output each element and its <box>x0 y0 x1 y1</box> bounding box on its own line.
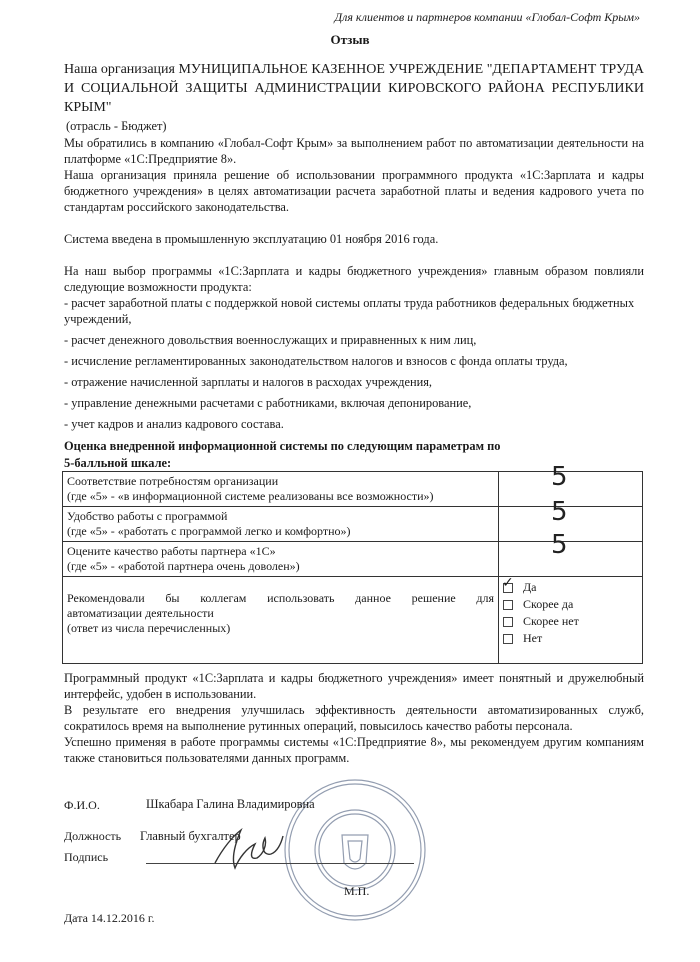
rating-scale-heading: 5-балльной шкале: <box>64 456 172 470</box>
header-note: Для клиентов и партнеров компании «Глобал-Софт Крым» <box>334 10 640 24</box>
checkbox-icon <box>503 600 513 610</box>
rating-criterion-note: (где «5» - «работой партнера очень доволен») <box>67 559 300 573</box>
recommend-note: (ответ из числа перечисленных) <box>67 621 231 635</box>
rating-score: 5 <box>551 530 568 560</box>
option-yes[interactable]: ✓ Да <box>502 575 537 594</box>
rating-score: 5 <box>551 497 568 527</box>
feature-item: - учет кадров и анализ кадрового состава. <box>64 417 284 431</box>
rating-criterion: Соответствие потребностям организации <box>67 474 279 488</box>
feature-item: - расчет заработной платы с поддержкой новой системы оплаты труда работников федеральных бюджетных учреждений, <box>64 296 635 326</box>
signature-icon <box>205 818 295 878</box>
rating-row <box>63 542 643 577</box>
option-no[interactable]: Нет <box>503 630 638 647</box>
organization-paragraph: Наша организация МУНИЦИПАЛЬНОЕ КАЗЕННОЕ УЧРЕЖДЕНИЕ "ДЕПАРТАМЕНТ ТРУДА И СОЦИАЛЬНОЙ ЗАЩИТЫ АДМИНИСТРАЦИИ КИРОВСКОГО РАЙОНА РЕСПУБЛИКИ КРЫМ" <box>64 62 644 115</box>
fio-value: Шкабара Галина Владимировна <box>146 797 315 811</box>
checkbox-checked-icon: ✓ <box>502 575 514 592</box>
feature-item: - управление денежными расчетами с работниками, включая депонирование, <box>64 396 472 410</box>
recommend-options <box>502 575 638 647</box>
checkbox-icon <box>503 634 513 644</box>
option-rather-no[interactable]: Скорее нет <box>503 613 638 630</box>
contact-paragraph: Мы обратились в компанию «Глобал-Софт Крым» за выполнением работ по автоматизации деятельности на платформе «1С:Предприятие 8». <box>64 136 644 166</box>
industry-line: (отрасль - Бюджет) <box>66 119 167 133</box>
rating-criterion-note: (где «5» - «в информационной системе реализованы все возможности») <box>67 489 434 503</box>
rating-criterion: Удобство работы с программой <box>67 509 228 523</box>
position-value: Главный бухгалтер <box>140 829 241 843</box>
feature-item: - расчет денежного довольствия военнослужащих и приравненных к ним лиц, <box>64 333 477 347</box>
rating-criterion: Оцените качество работы партнера «1С» <box>67 544 276 558</box>
position-label: Должность <box>64 829 122 843</box>
fio-label: Ф.И.О. <box>64 798 100 812</box>
signature-label: Подпись <box>64 850 109 864</box>
recommend-paragraph: Успешно применяя в работе программы системы «1С:Предприятие 8», мы рекомендуем другим компаниям также становиться пользователями данных программ. <box>64 735 644 765</box>
feature-item: - отражение начисленной зарплаты и налогов в расходах учреждения, <box>64 375 433 389</box>
decision-paragraph: Наша организация приняла решение об использовании программного продукта «1С:Зарплата и кадры бюджетного учреждения» в целях автоматизации расчета заработной платы и ведения кадрового учета по стандартам российского законодательства. <box>64 168 644 214</box>
recommend-row <box>63 577 643 664</box>
stamp-label: М.П. <box>344 884 370 898</box>
features-list <box>64 295 644 432</box>
date-line: Дата 14.12.2016 г. <box>64 911 155 925</box>
choice-paragraph: На наш выбор программы «1С:Зарплата и кадры бюджетного учреждения» главным образом повлияли следующие возможности продукта: <box>64 264 644 294</box>
document-title: Отзыв <box>330 32 370 47</box>
launch-paragraph: Система введена в промышленную эксплуатацию 01 ноября 2016 года. <box>64 232 439 246</box>
recommend-question: Рекомендовали бы коллегам использовать данное решение для <box>67 591 494 605</box>
option-rather-yes[interactable]: Скорее да <box>503 596 638 613</box>
rating-heading: Оценка внедренной информационной системы по следующим параметрам по <box>64 439 501 453</box>
checkbox-icon <box>503 617 513 627</box>
interface-paragraph: Программный продукт «1С:Зарплата и кадры бюджетного учреждения» имеет понятный и дружелюбный интерфейс, удобен в использовании. <box>64 671 644 701</box>
result-paragraph: В результате его внедрения улучшилась эффективность деятельности автоматизированных служб, сократилось время на выполнение рутинных операций, повысилось качество работы персонала. <box>64 703 644 733</box>
rating-criterion-note: (где «5» - «работать с программой легко и комфортно») <box>67 524 351 538</box>
feature-item: - исчисление регламентированных законодательством налогов и взносов с фонда оплаты труда, <box>64 354 568 368</box>
recommend-question-cont: автоматизации деятельности <box>67 606 214 620</box>
rating-score: 5 <box>551 462 568 492</box>
